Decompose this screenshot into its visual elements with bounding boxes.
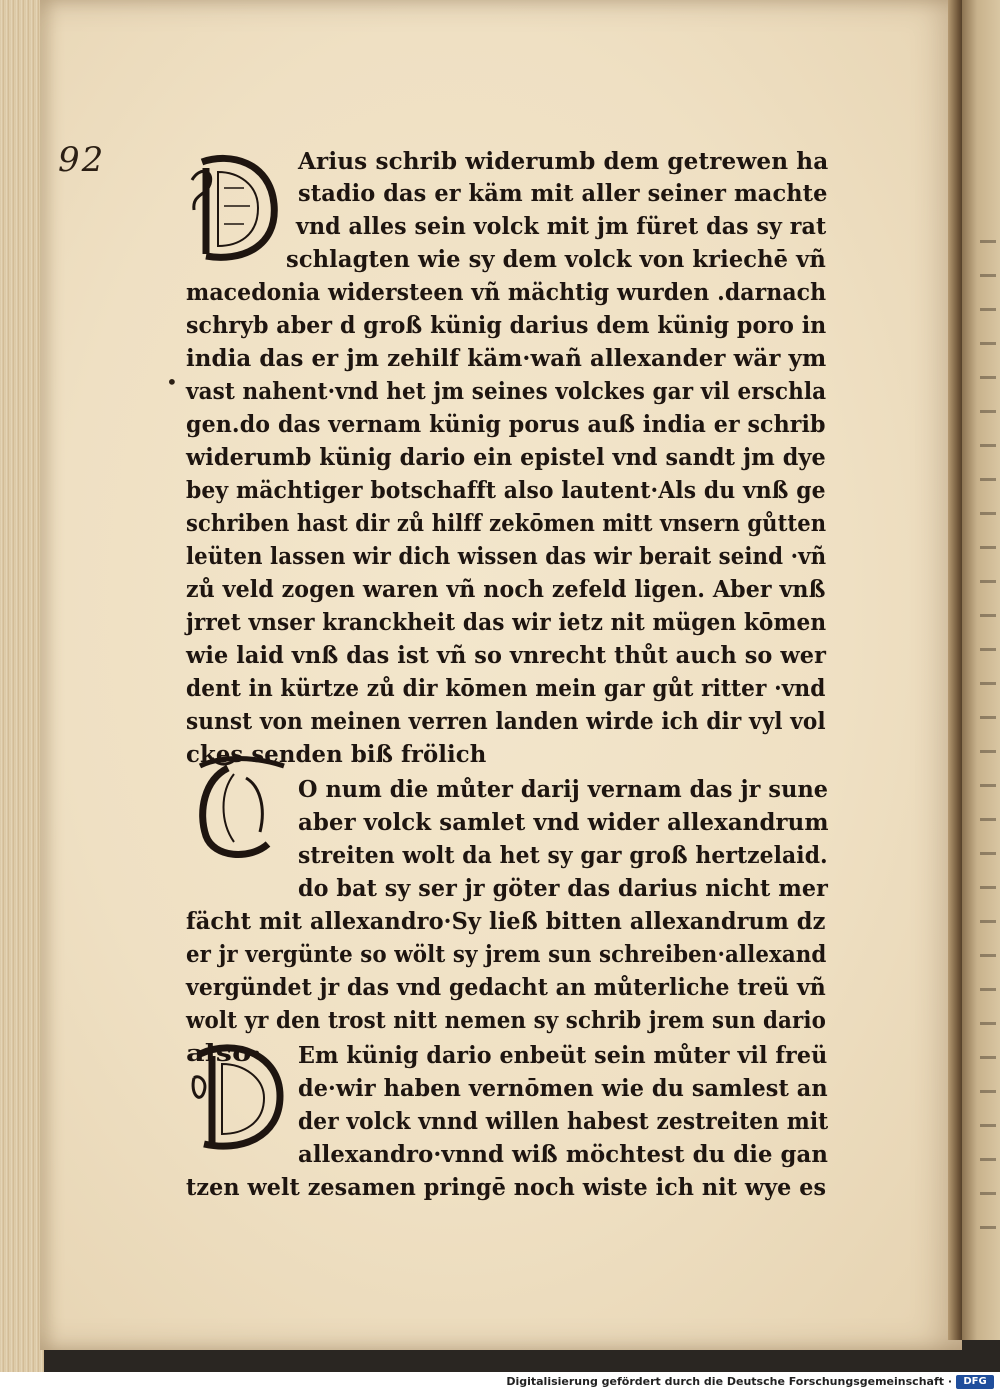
dfg-logo: DFG — [956, 1375, 994, 1389]
text-line: Em künig dario enbeüt sein můter vil freü — [298, 1042, 828, 1069]
text-line: india das er jm zehilf käm·wañ allexander wär ym — [186, 345, 827, 372]
folio-number: 92 — [58, 140, 106, 180]
text-line: zů veld zogen waren vñ noch zefeld ligen. Aber vnß — [186, 576, 826, 603]
text-line: macedonia widersteen vñ mächtig wurden .darnach — [186, 279, 827, 306]
text-line: widerumb künig dario ein epistel vnd sandt jm dye — [186, 444, 826, 471]
text-line: vast nahent·vnd het jm seines volckes gar vil erschla — [186, 378, 827, 405]
margin-mark: • — [166, 370, 178, 394]
text-line: tzen welt zesamen pringē noch wiste ich nit wye es — [186, 1174, 827, 1201]
text-line: do bat sy ser jr göter das darius nicht mer — [298, 875, 828, 902]
text-line: schriben hast dir zů hilff zekōmen mitt vnsern gůtten — [186, 510, 827, 537]
text-line: schryb aber d groß künig darius dem künig poro in — [186, 312, 827, 339]
text-line: sunst von meinen verren landen wirde ich dir vyl vol — [186, 708, 826, 735]
text-line: er jr vergünte so wölt sy jrem sun schreiben·allexand — [186, 941, 827, 968]
text-line: streiten wolt da het sy gar groß hertzelaid. — [298, 842, 828, 869]
text-line: stadio das er käm mit aller seiner machte — [298, 180, 828, 207]
decorated-initial-2 — [190, 752, 294, 864]
text-line: also· — [186, 1040, 262, 1067]
funding-credit: Digitalisierung gefördert durch die Deutsche Forschungsgemeinschaft · — [506, 1375, 952, 1388]
initial-d-glyph — [190, 752, 294, 864]
text-line: aber volck samlet vnd wider allexandrum — [298, 809, 829, 836]
text-line: gen.do das vernam künig porus auß india er schrib — [186, 411, 826, 438]
text-line: O num die můter darij vernam das jr sune — [298, 776, 829, 803]
initial-d-glyph — [184, 148, 280, 266]
text-line: der volck vnnd willen habest zestreiten mit — [298, 1108, 829, 1135]
text-line: allexandro·vnnd wiß möchtest du die gan — [298, 1141, 829, 1168]
text-line: vergündet jr das vnd gedacht an můterliche treü vñ — [186, 974, 826, 1001]
text-line: de·wir haben vernōmen wie du samlest an — [298, 1075, 828, 1102]
text-line: ckes senden biß frölich — [186, 741, 487, 768]
footer-bar — [0, 1372, 1000, 1393]
decorated-initial-1 — [184, 148, 280, 266]
text-line: jrret vnser kranckheit das wir ietz nit mügen kōmen — [186, 609, 827, 636]
facing-page-text-fragments — [980, 240, 996, 1240]
text-line: fächt mit allexandro·Sy ließ bitten allexandrum dz — [186, 908, 826, 935]
text-line: vnd alles sein volck mit jm füret das sy rat — [296, 213, 827, 240]
text-line: bey mächtiger botschafft also lautent·Als du vnß ge — [186, 477, 826, 504]
page-edges — [0, 0, 44, 1372]
text-line: Arius schrib widerumb dem getrewen ha — [298, 148, 829, 175]
text-line: schlagten wie sy dem volck von kriechē vñ — [286, 246, 826, 273]
text-line: dent in kürtze zů dir kōmen mein gar gůt ritter ·vnd — [186, 675, 826, 702]
text-line: leüten lassen wir dich wissen das wir berait seind ·vñ — [186, 543, 827, 570]
text-line: wie laid vnß das ist vñ so vnrecht thůt auch so wer — [186, 642, 826, 669]
text-line: wolt yr den trost nitt nemen sy schrib jrem sun dario — [186, 1007, 826, 1034]
